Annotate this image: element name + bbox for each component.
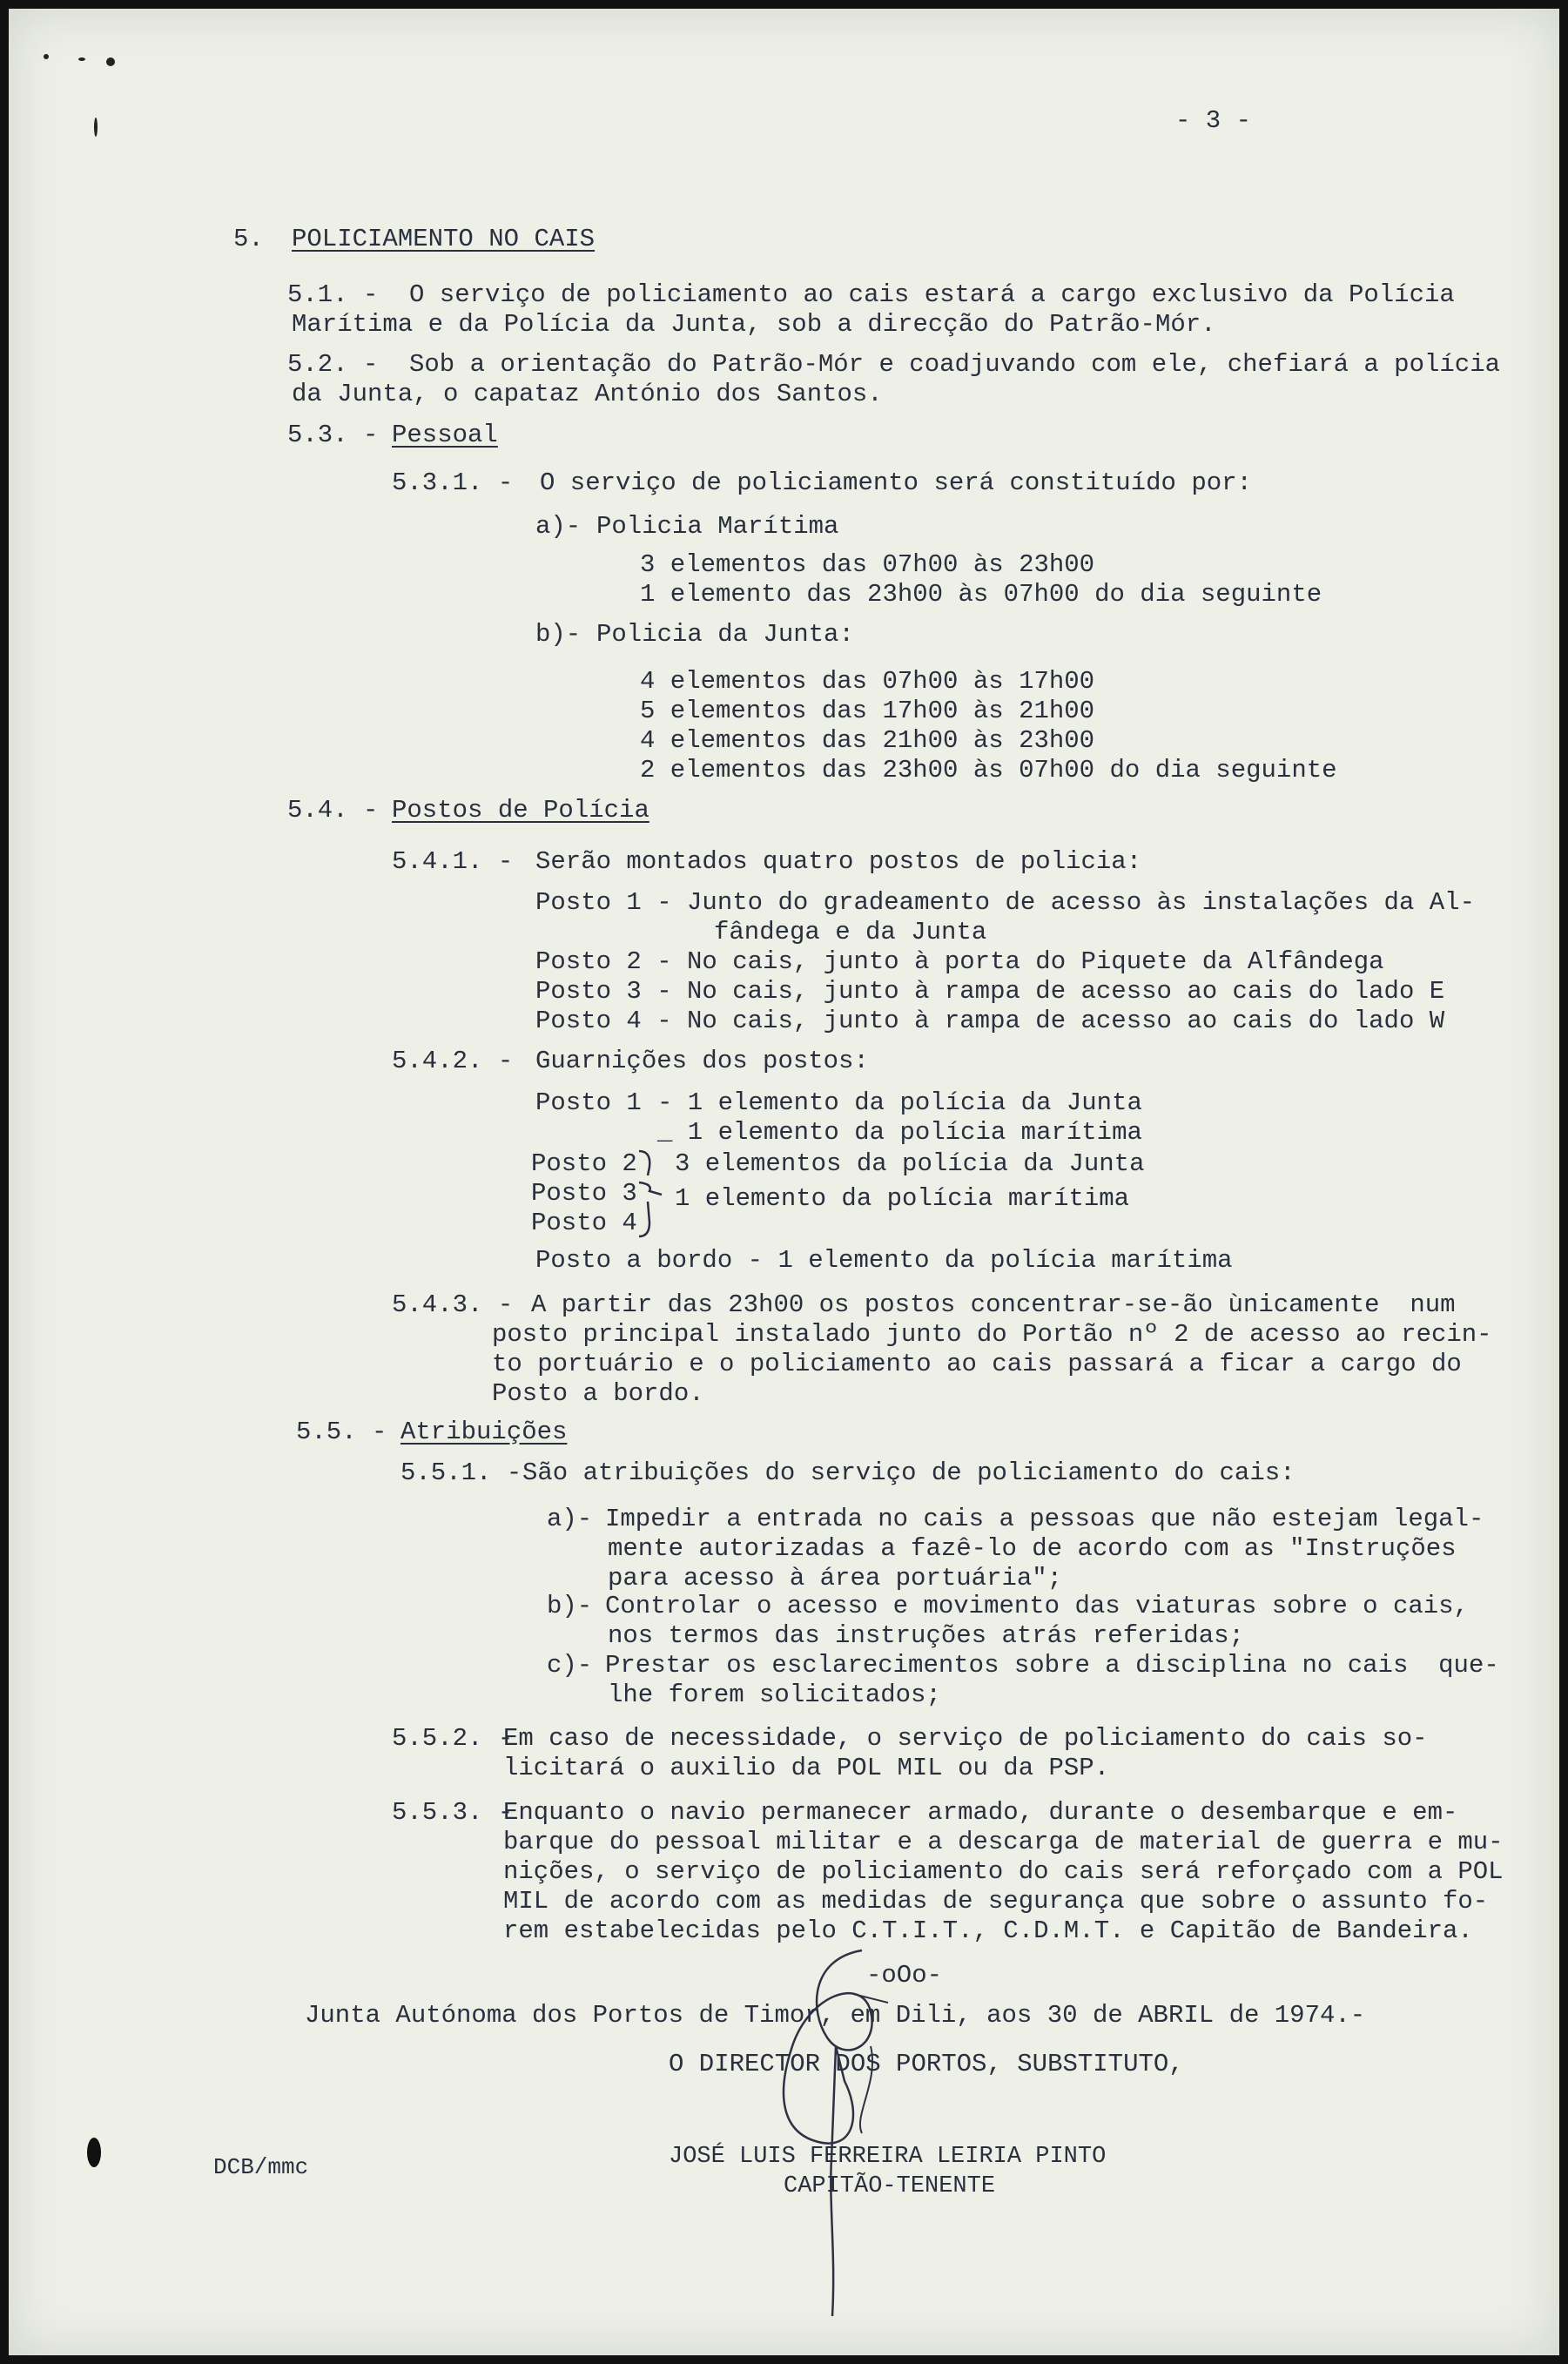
punch-hole xyxy=(87,2138,101,2167)
list-item: lhe forem solicitados; xyxy=(608,1680,941,1709)
signatory-role: O DIRECTOR DOS PORTOS, SUBSTITUTO, xyxy=(669,2050,1184,2078)
paragraph-text: barque do pessoal militar e a descarga de material de guerra e mu- xyxy=(503,1828,1504,1856)
list-item: 3 elementos das 07h00 às 23h00 xyxy=(640,550,1095,579)
list-item: Posto 1 - Junto do gradeamento de acesso às instalações da Al- xyxy=(535,888,1475,917)
list-item: Posto 3 xyxy=(531,1179,637,1208)
ink-mark xyxy=(44,54,49,59)
list-item: mente autorizadas a fazê-lo de acordo com as "Instruções xyxy=(608,1534,1457,1563)
paragraph-number: 5.4.1. - xyxy=(392,847,514,876)
section-title: POLICIAMENTO NO CAIS xyxy=(292,225,596,253)
paragraph-text: Em caso de necessidade, o serviço de policiamento do cais so- xyxy=(503,1724,1428,1753)
paragraph-text: to portuário e o policiamento ao cais passará a ficar a cargo do xyxy=(492,1350,1462,1378)
list-item: - 1 elemento da polícia da Junta xyxy=(657,1088,1142,1117)
paragraph-number: 5.4.2. - xyxy=(392,1047,514,1075)
list-item: Controlar o acesso e movimento das viaturas sobre o cais, xyxy=(605,1592,1469,1620)
paragraph-text: Serão montados quatro postos de policia: xyxy=(535,847,1142,876)
subsection-title: Postos de Polícia xyxy=(392,796,649,825)
paragraph-number: 5.4. - xyxy=(287,796,379,825)
list-item: 5 elementos das 17h00 às 21h00 xyxy=(640,697,1095,725)
paragraph-text: Sob a orientação do Patrão-Mór e coadjuvando com ele, chefiará a polícia xyxy=(409,350,1501,379)
section-number: 5. xyxy=(233,225,264,253)
signatory-rank: CAPITÃO-TENENTE xyxy=(784,2173,996,2199)
paragraph-text: A partir das 23h00 os postos concentrar-se-ão ùnicamente num xyxy=(531,1290,1456,1319)
paragraph-text: São atribuições do serviço de policiamento do cais: xyxy=(522,1458,1295,1487)
ink-mark xyxy=(78,57,85,61)
brace-marks xyxy=(637,1146,672,1242)
list-label: a)- xyxy=(535,512,582,541)
separator: -oOo- xyxy=(866,1961,943,1990)
paragraph-number: 5.5.3. - xyxy=(392,1798,514,1827)
paragraph-text: Enquanto o navio permanecer armado, durante o desembarque e em- xyxy=(503,1798,1458,1827)
paragraph-text: da Junta, o capataz António dos Santos. xyxy=(292,380,883,408)
page-number: - 3 - xyxy=(1175,106,1252,135)
list-item: Posto 2 xyxy=(531,1149,637,1178)
paragraph-number: 5.4.3. - xyxy=(392,1290,514,1319)
list-item: Posto 2 - No cais, junto à porta do Piquete da Alfândega xyxy=(535,947,1384,976)
list-item: para acesso à área portuária"; xyxy=(608,1564,1063,1593)
list-label: b)- xyxy=(547,1592,593,1620)
document-page xyxy=(9,9,1559,2355)
list-item: Impedir a entrada no cais a pessoas que não estejam legal- xyxy=(605,1505,1484,1533)
paragraph-text: nições, o serviço de policiamento do cais será reforçado com a POL xyxy=(503,1857,1504,1886)
closing-place-date: Junta Autónoma dos Portos de Timor, em Dili, aos 30 de ABRIL de 1974.- xyxy=(305,2001,1366,2030)
list-item: Prestar os esclarecimentos sobre a disciplina no cais que- xyxy=(605,1651,1499,1680)
list-item: nos termos das instruções atrás referidas; xyxy=(608,1621,1244,1650)
list-item: Posto a bordo - 1 elemento da polícia marítima xyxy=(535,1246,1233,1275)
ink-mark xyxy=(106,57,115,66)
reference-initials: DCB/mmc xyxy=(213,2154,309,2180)
list-item: Posto 1 xyxy=(535,1088,642,1117)
list-label: b)- xyxy=(535,620,582,649)
signatory-name: JOSÉ LUIS FERREIRA LEIRIA PINTO xyxy=(669,2144,1107,2170)
paragraph-number: 5.1. - xyxy=(287,280,379,309)
paragraph-text: Marítima e da Polícia da Junta, sob a direcção do Patrão-Mór. xyxy=(292,310,1216,339)
paragraph-text: MIL de acordo com as medidas de segurança que sobre o assunto fo- xyxy=(503,1887,1489,1916)
list-item: 2 elementos das 23h00 às 07h00 do dia seguinte xyxy=(640,756,1337,785)
paragraph-number: 5.5.1. - xyxy=(400,1458,522,1487)
paragraph-number: 5.5.2. - xyxy=(392,1724,514,1753)
subsection-title: Atribuições xyxy=(400,1418,568,1446)
list-item: 4 elementos das 07h00 às 17h00 xyxy=(640,667,1095,696)
list-title: Policia Marítima xyxy=(596,512,839,541)
handwritten-signature xyxy=(757,1942,932,2325)
list-item: 4 elementos das 21h00 às 23h00 xyxy=(640,726,1095,755)
paragraph-text: Guarnições dos postos: xyxy=(535,1047,869,1075)
paragraph-text: O serviço de policiamento será constituído por: xyxy=(540,468,1252,497)
paragraph-number: 5.2. - xyxy=(287,350,379,379)
paragraph-text: licitará o auxilio da POL MIL ou da PSP. xyxy=(503,1754,1110,1782)
list-title: Policia da Junta: xyxy=(596,620,854,649)
list-item: 3 elementos da polícia da Junta xyxy=(675,1149,1145,1178)
list-item: Posto 3 - No cais, junto à rampa de acesso ao cais do lado E xyxy=(535,977,1445,1006)
paragraph-number: 5.5. - xyxy=(296,1418,387,1446)
paragraph-text: posto principal instalado junto do Portão nº 2 de acesso ao recin- xyxy=(492,1320,1492,1349)
paragraph-number: 5.3.1. - xyxy=(392,468,514,497)
list-item: 1 elemento da polícia marítima xyxy=(675,1184,1130,1213)
list-item: _ 1 elemento da polícia marítima xyxy=(657,1118,1142,1147)
list-item: fândega e da Junta xyxy=(714,918,987,946)
paragraph-number: 5.3. - xyxy=(287,421,379,449)
list-item: Posto 4 - No cais, junto à rampa de acesso ao cais do lado W xyxy=(535,1007,1445,1035)
paragraph-text: O serviço de policiamento ao cais estará a cargo exclusivo da Polícia xyxy=(409,280,1455,309)
list-item: 1 elemento das 23h00 às 07h00 do dia seguinte xyxy=(640,580,1322,609)
paragraph-text: Posto a bordo. xyxy=(492,1379,704,1408)
ink-mark xyxy=(94,118,98,137)
list-label: a)- xyxy=(547,1505,593,1533)
subsection-title: Pessoal xyxy=(392,421,498,449)
list-label: c)- xyxy=(547,1651,593,1680)
list-item: Posto 4 xyxy=(531,1209,637,1237)
paragraph-text: rem estabelecidas pelo C.T.I.T., C.D.M.T. e Capitão de Bandeira. xyxy=(503,1916,1473,1945)
